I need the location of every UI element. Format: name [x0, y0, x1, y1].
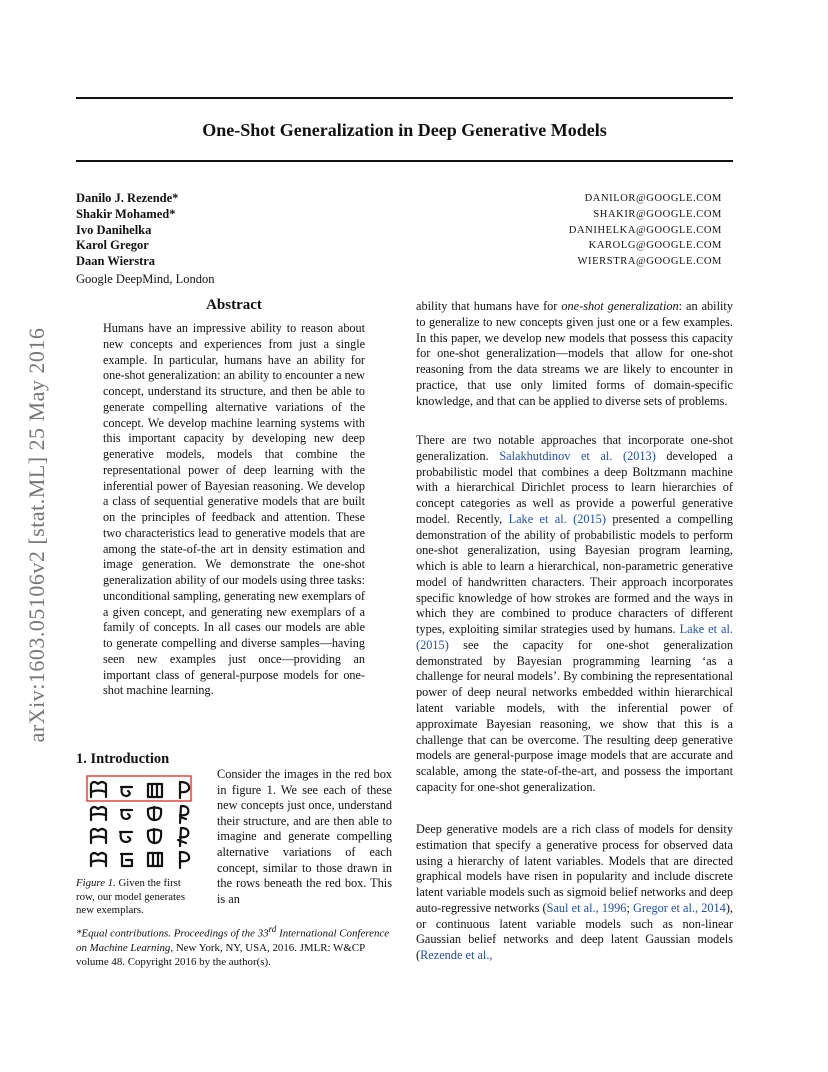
citation-link[interactable]: Salakhutdinov et al. (2013) — [499, 448, 656, 463]
author-name: Danilo J. Rezende* — [76, 191, 179, 205]
author-email: DANIHELKA@GOOGLE.COM — [568, 224, 722, 236]
text-run: ability that humans have for — [416, 299, 562, 313]
intro-paragraph-start: Consider the images in the red box in figure 1. We see each of these new concepts just once, understand their structure, and are then able to imagine and generate compelling alternative variations of each concept, similar to those drawn in the rows beneath the red box. This is an — [217, 767, 392, 906]
text-run: Deep generative models are a rich class of models for density estimation that specify a generative process for observed data using a hierarchy of latent variables. Models that are directed graphical models have risen in popularity and include discrete latent variable models such as sigmoid belief networks and deep auto-regressive networks ( — [416, 822, 733, 915]
author-name: Karol Gregor — [76, 238, 149, 253]
citation-link[interactable]: Saul et al., 1996 — [546, 900, 627, 915]
glyph-row-3 — [91, 828, 188, 846]
abstract-text: Humans have an impressive ability to reason about new concepts and experiences from just a single example. In particular, humans have an ability for one-shot generalization: an ability to encounter a new concept, understand its structure, and then be able to generate compelling alternative variations of the concept. We develop machine learning systems with this important capacity by developing new deep generative models, models that combine the representational power of deep learning with the inferential power of Bayesian reasoning. We develop a class of sequential generative models that are built on the principles of feedback and attention. These two characteristics lead to generative models that are among the state-of-the art in density estimation and image generation. We demonstrate the one-shot generalization ability of our models using three tasks: unconditional sampling, generating new exemplars of a given concept, and generating new exemplars of a family of concepts. In all cases our models are able to generate compelling and diverse samples—having seen new examples just once—providing an important class of general-purpose models for one-shot machine learning. — [103, 321, 365, 698]
abstract-heading: Abstract — [206, 297, 262, 313]
figure-caption-text: Given the first row, our model generates new exemplars. — [76, 877, 186, 916]
figure-1-caption — [76, 877, 200, 918]
citation-link[interactable]: Lake et al. (2015) — [508, 511, 606, 526]
author-name: Shakir Mohamed* — [76, 206, 176, 221]
author-name: Ivo Danihelka — [76, 222, 152, 237]
citation-link[interactable]: Lake et al. (2015) — [416, 622, 733, 652]
figure-label: Figure 1. — [76, 877, 116, 889]
text-run: : an ability to generalize to new concepts given just one or a few examples. In this paper, we develop new models that possess this capacity for one-shot generalization—models that allow for one-shot reasoning from the data streams we are likely to encounter in practice, that use only limited forms of domain-specific knowledge, and that can be applied to diverse sets of problems. — [416, 299, 733, 408]
text-run: presented a compelling demonstration of the ability of probabilistic models to perform one-shot generalization, using Bayesian program learning, which is able to learn a hierarchical, non-parametric generative model of handwritten characters. Their approach incorporates specific knowledge of how strokes are formed and the ways in which they are combined to produce characters of different types, exploiting similar strategies used by humans. — [416, 511, 734, 637]
author-name: Daan Wierstra — [76, 254, 156, 269]
glyph-row-1 — [91, 782, 189, 798]
figure-1-image — [76, 772, 206, 874]
text-run: developed a probabilistic model that combines a deep Boltzmann machine with a hierarchical Dirichlet process to learn hierarchies of concept categories as well as provide a powerful generative model. Recently, — [416, 448, 733, 526]
footnote-superscript: rd — [268, 924, 277, 934]
text-run: ; — [626, 900, 634, 915]
right-paragraph-1 — [416, 299, 733, 409]
arxiv-stamp: arXiv:1603.05106v2 [stat.ML] 25 May 2016 — [24, 327, 49, 743]
paper-title: One-Shot Generalization in Deep Generative Models — [202, 120, 607, 140]
footnote — [76, 922, 396, 969]
glyph-row-2 — [91, 806, 188, 823]
emphasis: one-shot generalization — [561, 299, 679, 313]
email-list — [569, 191, 722, 270]
citation-link[interactable]: Rezende et al., — [420, 948, 493, 963]
footnote-part: , New York, NY, USA, 2016. JMLR: W&CP volume 48. Copyright 2016 by the author(s). — [76, 941, 365, 968]
text-run: There are two notable approaches that incorporate one-shot generalization. — [416, 433, 733, 463]
glyph-row-4 — [91, 852, 189, 868]
text-run: see the capacity for one-shot generalization demonstrated by Bayesian programming learning ‘as a challenge for neural models’. By combining the representational power of deep neural networks embedded within hierarchical latent variable models, with the inferential power of approximate Bayesian reasoning, we show that this is a challenge that can be overcome. The resulting deep generative models are general-purpose image models that are accurate and scalable, among the state-of-the-art, and possess the important capacity for one-shot generalization. — [416, 637, 733, 794]
citation-link[interactable]: Gregor et al., 2014 — [633, 900, 726, 915]
text-run: ), or continuous latent variable models such as non-linear Gaussian belief networks and deep latent Gaussian models ( — [416, 900, 733, 963]
affiliation: Google DeepMind, London — [76, 272, 215, 286]
author-email: DANILOR@GOOGLE.COM — [584, 193, 722, 204]
intro-heading: 1. Introduction — [76, 751, 170, 767]
author-email: KAROLG@GOOGLE.COM — [588, 240, 722, 252]
author-email: WIERSTRA@GOOGLE.COM — [577, 256, 722, 268]
footnote-part: *Equal contributions. Proceedings of the 33 — [76, 927, 269, 940]
author-list — [76, 191, 178, 270]
footnote-part: International Conference on Machine Learning — [76, 927, 390, 954]
title-bottom-rule — [76, 160, 733, 162]
author-email: SHAKIR@GOOGLE.COM — [593, 208, 722, 220]
top-rule — [76, 97, 733, 99]
right-paragraph-3 — [416, 822, 733, 964]
right-paragraph-2 — [416, 433, 733, 796]
red-box — [87, 776, 191, 801]
